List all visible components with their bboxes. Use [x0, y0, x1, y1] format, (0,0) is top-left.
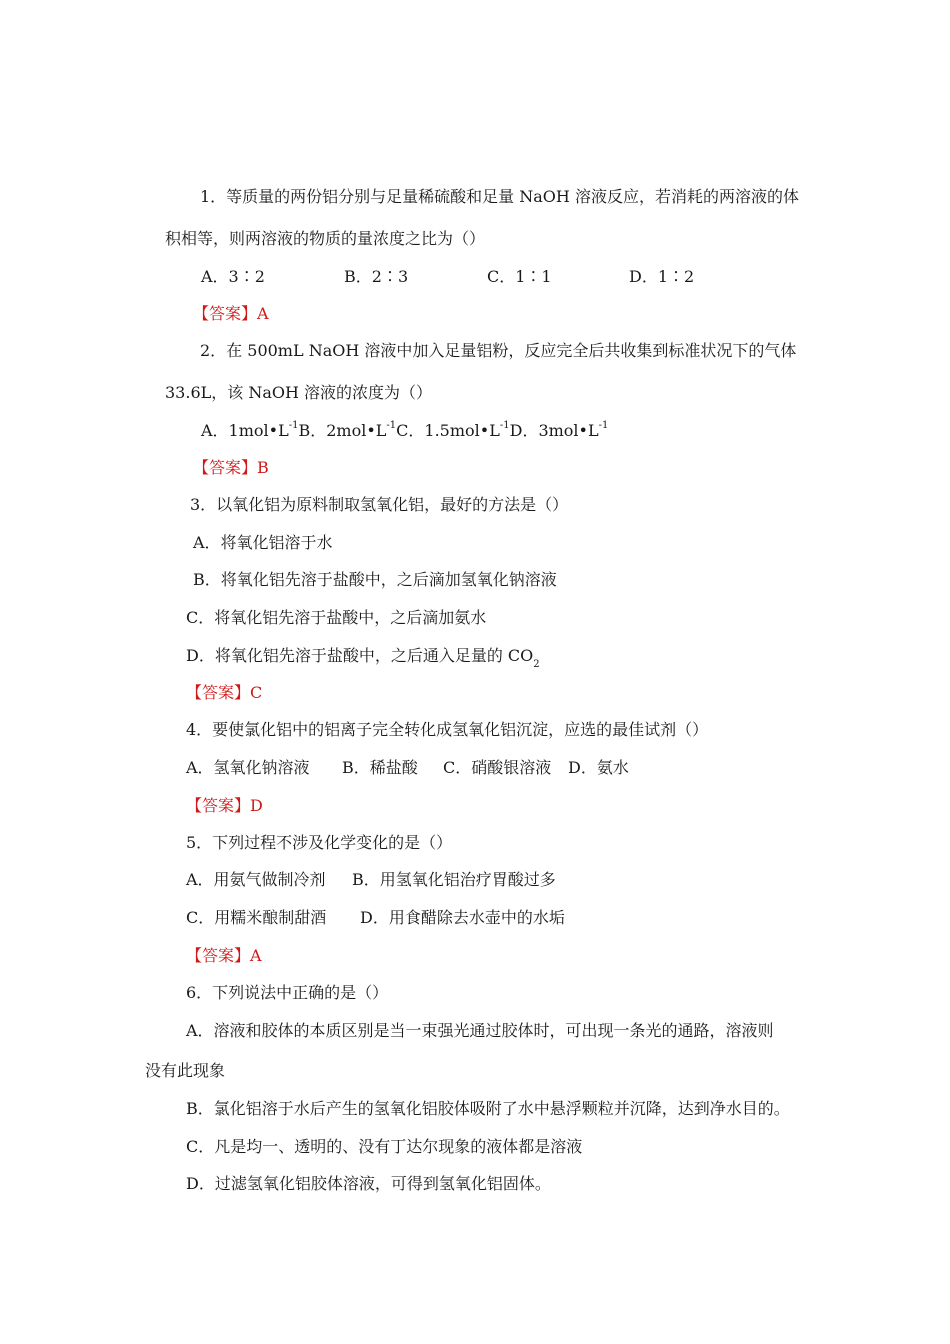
q6-option-b: B．氯化铝溶于水后产生的氢氧化铝胶体吸附了水中悬浮颗粒并沉降，达到净水目的。: [186, 1099, 790, 1118]
q1-answer: 【答案】A: [193, 304, 269, 323]
q5-stem: 5．下列过程不涉及化学变化的是（）: [186, 833, 453, 852]
q2-option-a: A．$1mol•L^{-1}$: [201, 419, 299, 440]
q2-options: [201, 420, 608, 442]
q2-option-c: C．$1.5mol•L^{-1}$: [396, 419, 510, 440]
q4-options: [186, 757, 686, 779]
q2-answer: 【答案】B: [193, 458, 269, 477]
q5-options-row1: [186, 869, 686, 891]
q5-option-b: B．用氢氧化铝治疗胃酸过多: [352, 870, 556, 889]
q6-option-a-line1: A．溶液和胶体的本质区别是当一束强光通过胶体时，可出现一条光的通路，溶液则: [186, 1021, 774, 1040]
q6-stem: 6．下列说法中正确的是（）: [186, 983, 389, 1002]
q6-option-d: D．过滤氢氧化铝胶体溶液，可得到氢氧化铝固体。: [186, 1174, 551, 1193]
q4-option-a: A．氢氧化钠溶液: [186, 758, 310, 777]
q5-option-c: C．用糯米酿制甜酒: [186, 908, 327, 927]
q4-option-d: D．氨水: [568, 758, 629, 777]
q1-option-b: B．2∶3: [344, 267, 409, 286]
q1-options: [201, 266, 801, 288]
q1-option-a: A．3∶2: [201, 267, 265, 286]
q1-stem-line1: 1．等质量的两份铝分别与足量稀硫酸和足量 NaOH 溶液反应，若消耗的两溶液的体: [200, 187, 799, 206]
q2-option-b: B．$2mol•L^{-1}$: [298, 419, 397, 440]
q3-answer: 【答案】C: [186, 683, 263, 702]
q3-option-b: B．将氧化铝先溶于盐酸中，之后滴加氢氧化钠溶液: [193, 570, 557, 589]
q4-answer: 【答案】D: [186, 796, 263, 815]
q2-stem-line2: 33.6L，该 NaOH 溶液的浓度为（）: [165, 383, 433, 402]
q5-option-a: A．用氨气做制冷剂: [186, 870, 326, 889]
q3-stem: 3．以氧化铝为原料制取氢氧化铝，最好的方法是（）: [190, 495, 569, 514]
q1-stem-line2: 积相等，则两溶液的物质的量浓度之比为（）: [165, 229, 486, 248]
q4-stem: 4．要使氯化铝中的铝离子完全转化成氢氧化铝沉淀，应选的最佳试剂（）: [186, 720, 709, 739]
q5-options-row2: [186, 907, 686, 929]
q5-option-d: D．用食醋除去水壶中的水垢: [360, 908, 565, 927]
q6-option-a-line2: 没有此现象: [145, 1061, 226, 1080]
q5-answer: 【答案】A: [186, 946, 262, 965]
q4-option-c: C．硝酸银溶液: [443, 758, 552, 777]
q4-option-b: B．稀盐酸: [342, 758, 418, 777]
q1-option-c: C．1∶1: [487, 267, 552, 286]
q3-option-d: D．将氧化铝先溶于盐酸中，之后通入足量的 $CO_2$: [186, 646, 540, 671]
q3-option-a: A．将氧化铝溶于水: [193, 533, 333, 552]
q2-stem-line1: 2．在 500mL NaOH 溶液中加入足量铝粉，反应完全后共收集到标准状况下的气体: [200, 341, 797, 360]
q1-option-d: D．1∶2: [629, 267, 695, 286]
q2-option-d: D．$3mol•L^{-1}$: [509, 419, 609, 440]
q6-option-c: C．凡是均一、透明的、没有丁达尔现象的液体都是溶液: [186, 1137, 583, 1156]
q3-option-c: C．将氧化铝先溶于盐酸中，之后滴加氨水: [186, 608, 487, 627]
